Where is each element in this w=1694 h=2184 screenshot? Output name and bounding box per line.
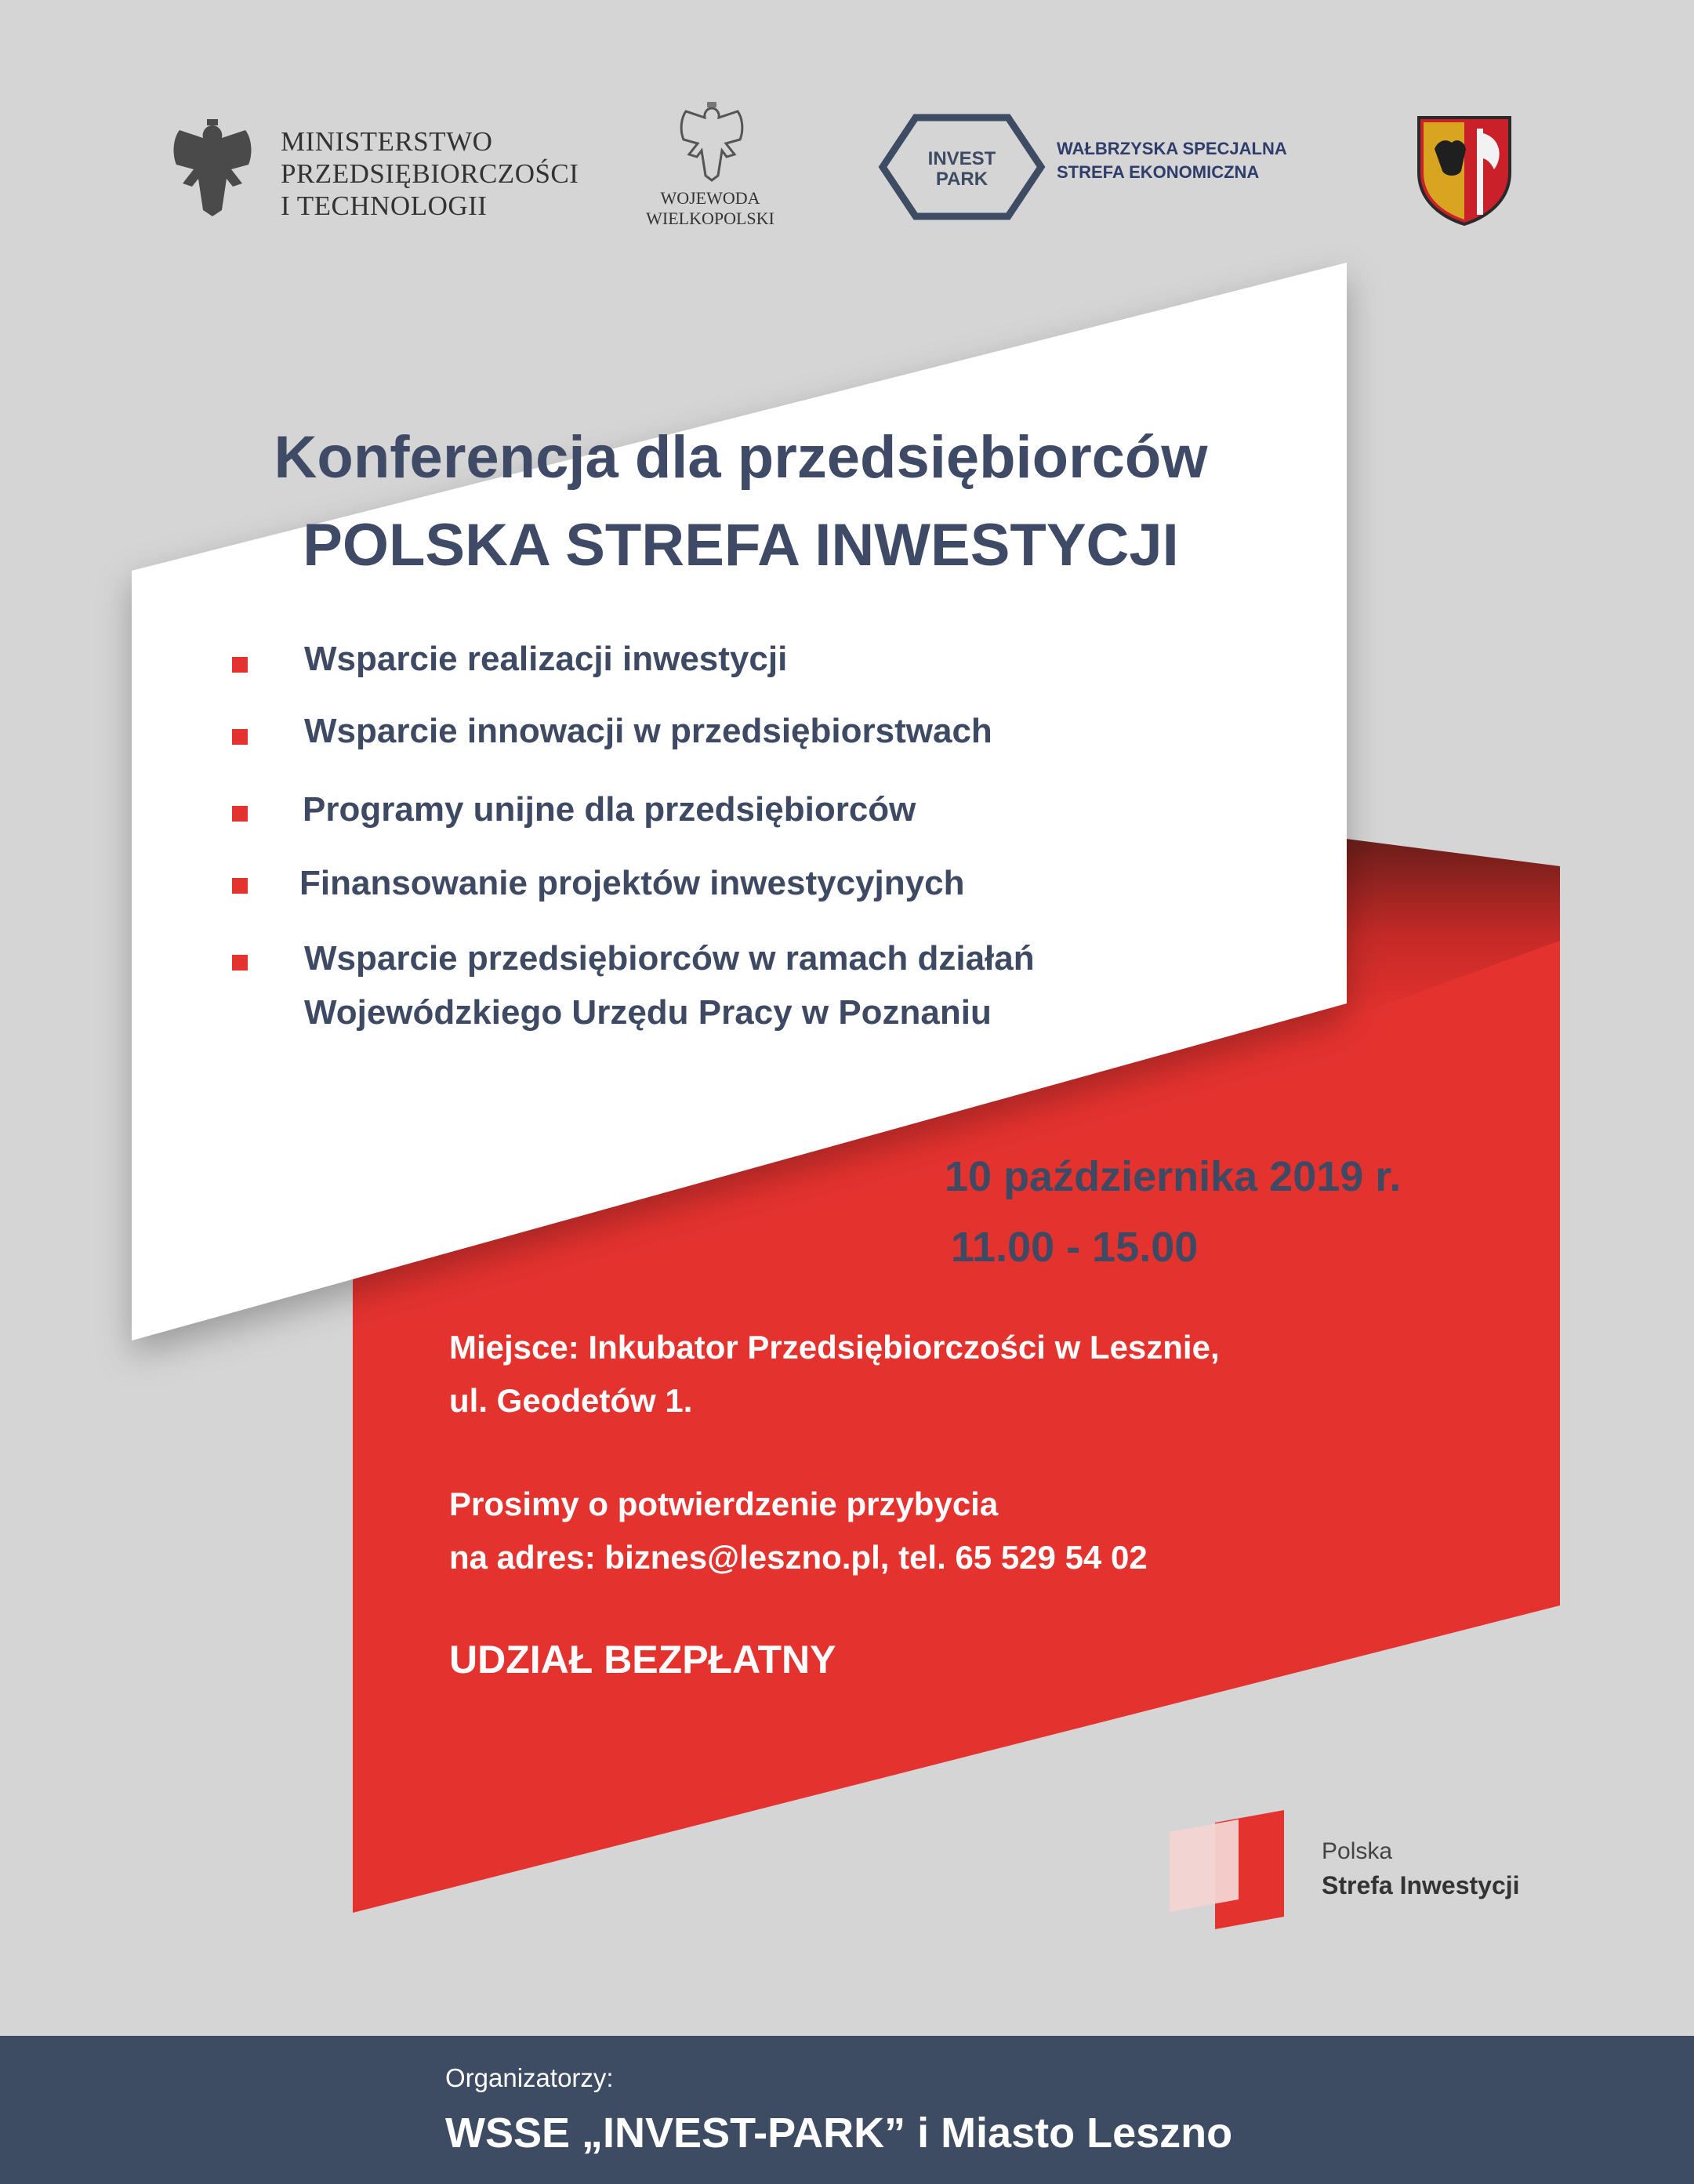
brand-line-1: Polska <box>1322 1838 1393 1864</box>
psi-logo-icon <box>1166 1807 1292 1932</box>
wsse-name <box>1057 137 1287 184</box>
eagle-emblem-icon <box>166 118 259 219</box>
list-item: Wsparcie realizacji inwestycji <box>304 640 788 678</box>
bullet-square-icon <box>232 878 248 894</box>
bullet-square-icon <box>232 955 248 970</box>
event-date: 10 października 2019 r. <box>945 1153 1402 1200</box>
wsse-line-2: STREFA EKONOMICZNA <box>1057 162 1260 182</box>
ministry-name <box>281 125 579 222</box>
ministry-line-2: PRZEDSIĘBIORCZOŚCI <box>281 158 579 189</box>
event-confirmation <box>449 1478 1148 1584</box>
bullet-square-icon <box>232 729 248 745</box>
svg-text:PARK: PARK <box>935 169 988 190</box>
free-admission: UDZIAŁ BEZPŁATNY <box>449 1638 836 1682</box>
page-subtitle: POLSKA STREFA INWESTYCJI <box>303 512 1179 579</box>
brand-line-2: Strefa Inwestycji <box>1322 1871 1520 1899</box>
voivode-name <box>616 188 804 229</box>
eagle-small-icon <box>674 100 749 187</box>
voivode-line-2: WIELKOPOLSKI <box>646 209 774 228</box>
organizers-name: WSSE „INVEST-PARK” i Miasto Leszno <box>445 2110 1233 2157</box>
place-line-1: Miejsce: Inkubator Przedsiębiorczości w Lesznie, <box>449 1329 1220 1366</box>
voivode-line-1: WOJEWODA <box>660 188 760 208</box>
event-time: 11.00 - 15.00 <box>951 1224 1199 1271</box>
confirm-line-1: Prosimy o potwierdzenie przybycia <box>449 1486 999 1522</box>
bullet-square-icon <box>232 806 248 822</box>
bullet-square-icon <box>232 657 248 673</box>
page-title: Konferencja dla przedsiębiorców <box>274 424 1208 491</box>
place-line-2: ul. Geodetów 1. <box>449 1382 693 1419</box>
list-item: Wsparcie przedsiębiorców w ramach działań <box>304 939 1035 978</box>
ministry-line-1: MINISTERSTWO <box>281 126 493 157</box>
svg-text:INVEST: INVEST <box>927 148 996 169</box>
list-item-continuation: Wojewódzkiego Urzędu Pracy w Poznaniu <box>304 993 992 1032</box>
confirm-line-2: na adres: biznes@leszno.pl, tel. 65 529 54 02 <box>449 1539 1148 1576</box>
list-item: Wsparcie innowacji w przedsiębiorstwach <box>304 712 992 750</box>
list-item: Programy unijne dla przedsiębiorców <box>303 790 916 829</box>
ministry-line-3: I TECHNOLOGII <box>281 190 488 221</box>
event-place <box>449 1321 1220 1428</box>
coat-of-arms-icon <box>1414 110 1514 227</box>
list-item: Finansowanie projektów inwestycyjnych <box>299 864 965 902</box>
wsse-line-1: WAŁBRZYSKA SPECJALNA <box>1057 139 1287 158</box>
invest-park-logo-icon <box>876 111 1047 223</box>
organizers-label: Organizatorzy: <box>445 2063 614 2092</box>
